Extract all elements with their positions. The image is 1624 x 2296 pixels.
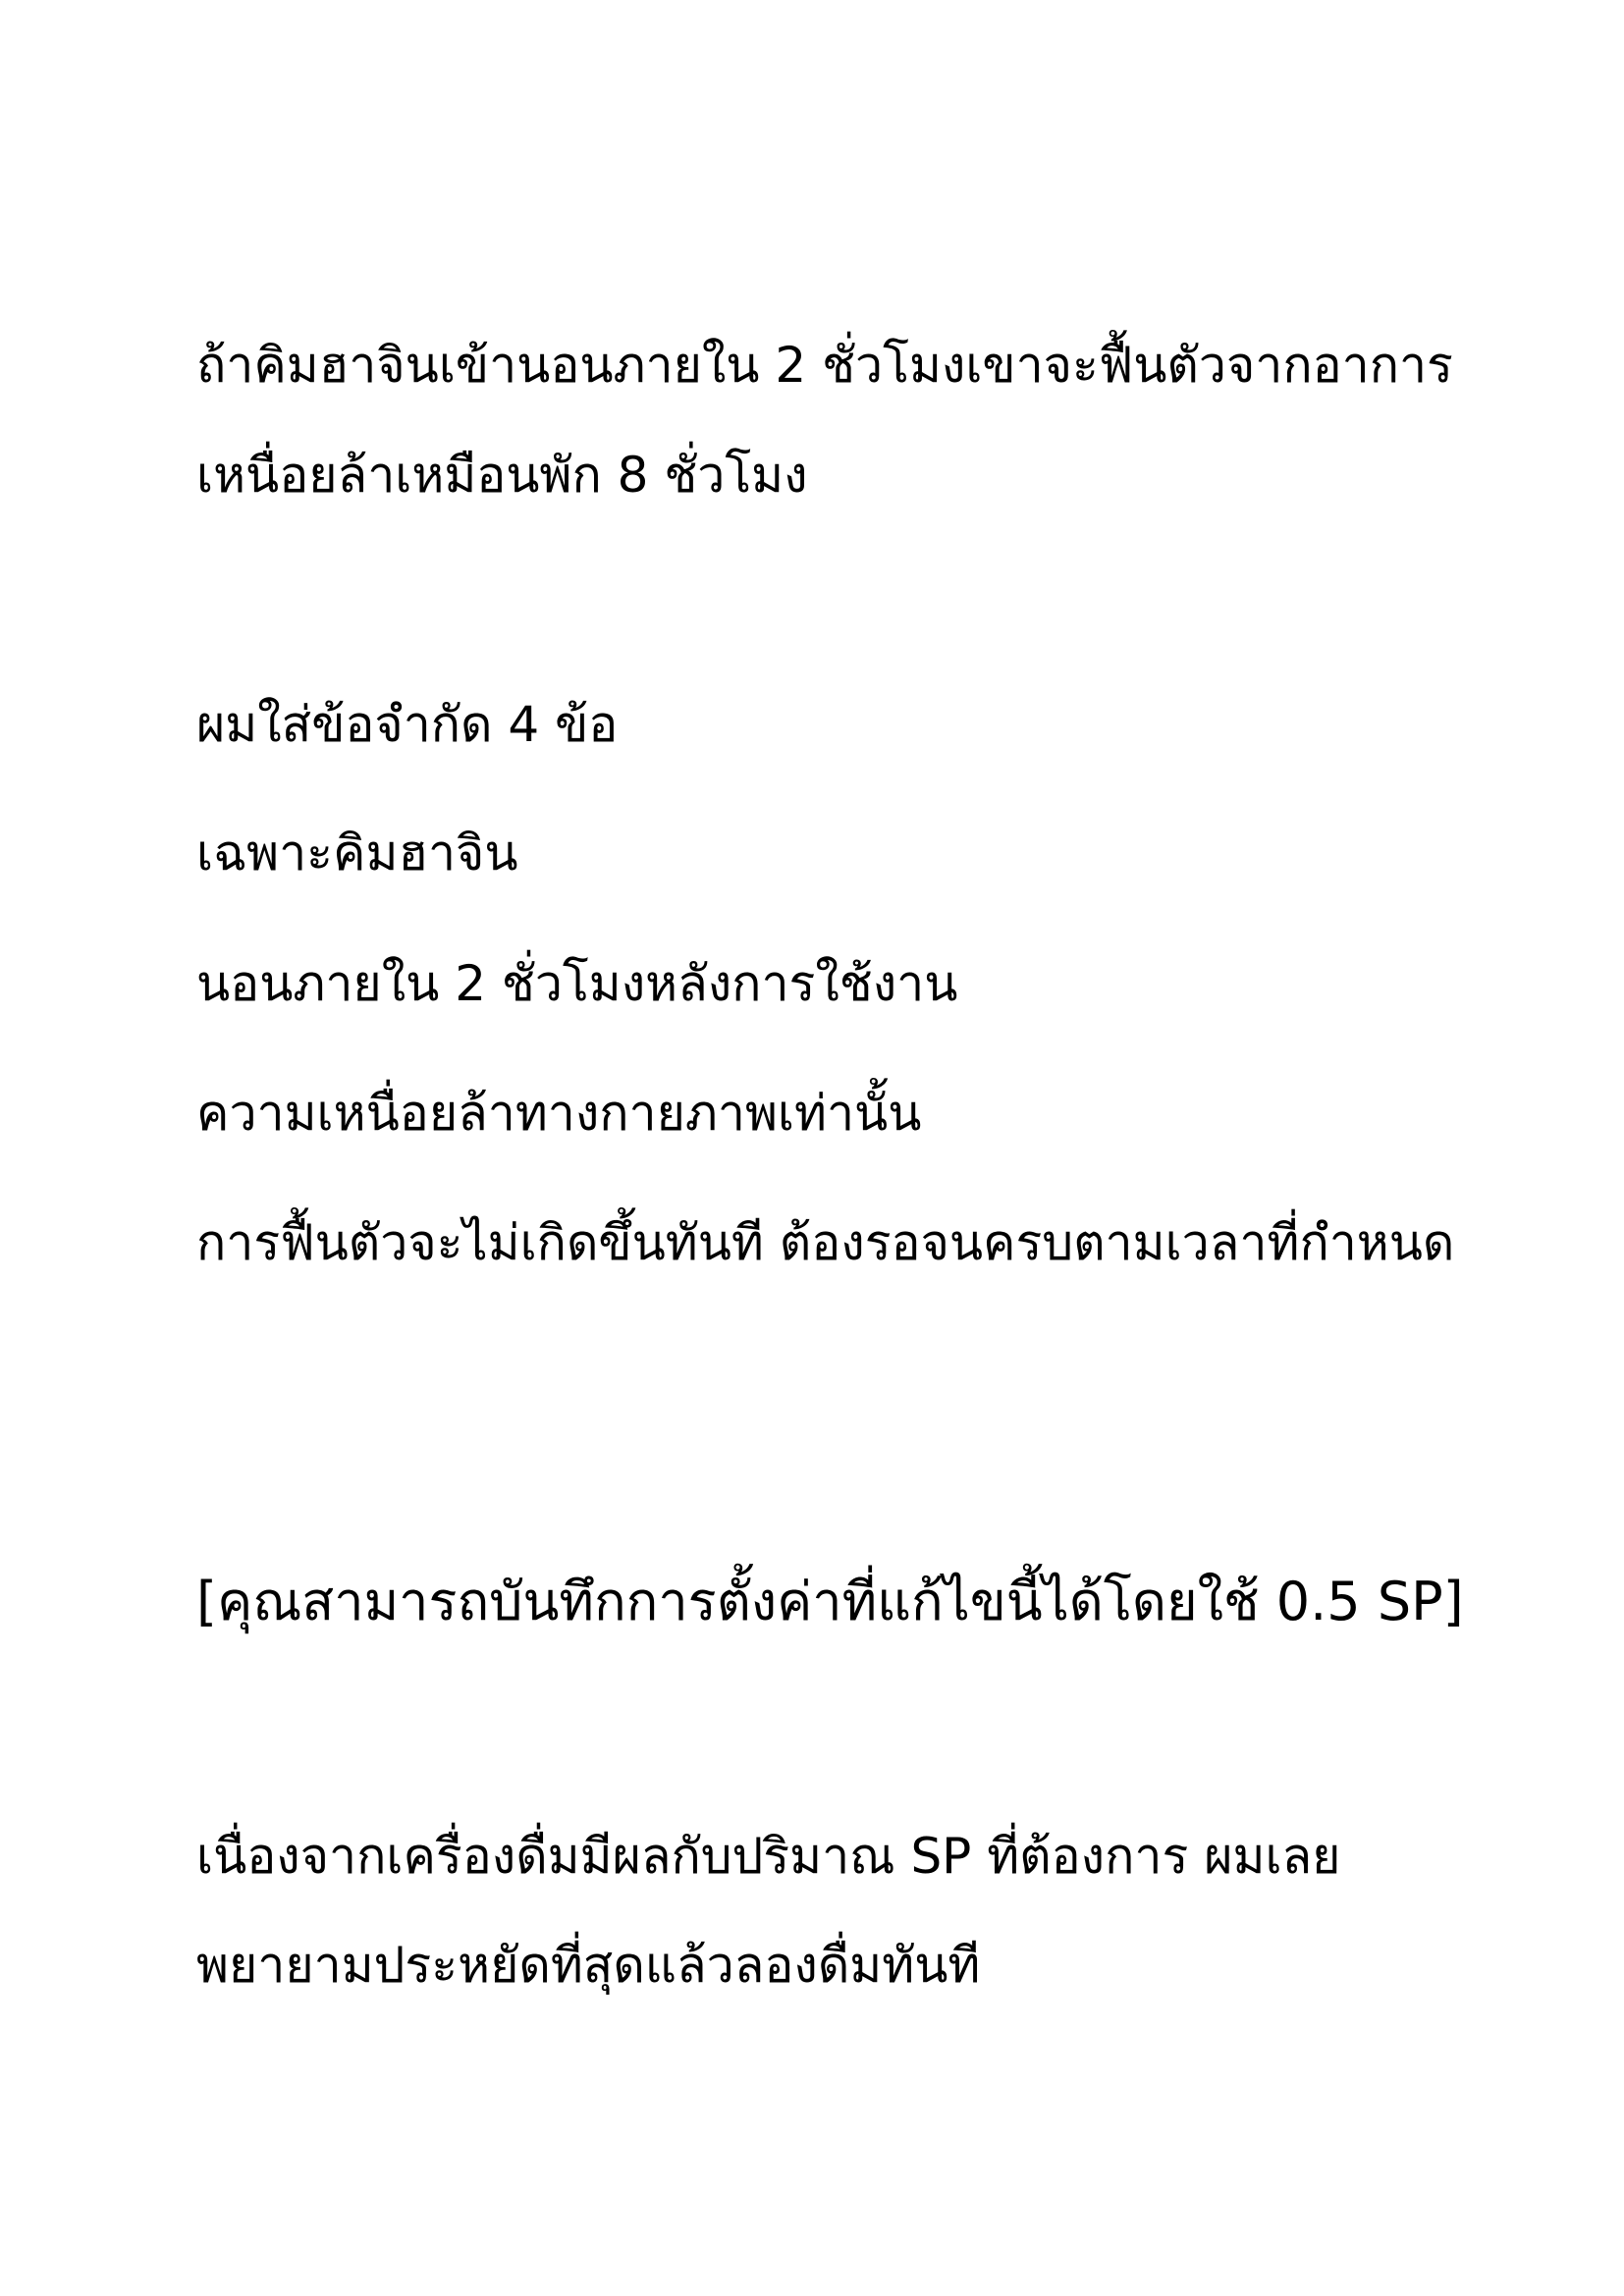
paragraph-2-line-3: นอนภายใน 2 ชั่วโมงหลังการใช้งาน xyxy=(196,955,958,1012)
paragraph-1-line-1: ถ้าคิมฮาจินเข้านอนภายใน 2 ชั่วโมงเขาจะฟื้นตัวจากอาการ xyxy=(196,337,1453,394)
paragraph-2-line-4: ความเหนื่อยล้าทางกายภาพเท่านั้น xyxy=(196,1085,922,1142)
paragraph-4-line-2: พยายามประหยัดที่สุดแล้วลองดื่มทันที xyxy=(196,1937,981,1994)
paragraph-2-line-2: เฉพาะคิมฮาจิน xyxy=(196,825,518,881)
paragraph-4-line-1: เนื่องจากเครื่องดื่มมีผลกับปริมาณ SP ที่ต้องการ ผมเลย xyxy=(196,1828,1341,1885)
paragraph-2-line-1: ผมใส่ข้อจำกัด 4 ข้อ xyxy=(196,696,619,753)
paragraph-1-line-2: เหนื่อยล้าเหมือนพัก 8 ชั่วโมง xyxy=(196,447,808,504)
system-message: [คุณสามารถบันทึกการตั้งค่าที่แก้ไขนี้ได้โดยใช้ 0.5 SP] xyxy=(196,1571,1464,1632)
paragraph-2-line-5: การฟื้นตัวจะไม่เกิดขึ้นทันที ต้องรอจนครบตามเวลาที่กำหนด xyxy=(196,1214,1455,1271)
